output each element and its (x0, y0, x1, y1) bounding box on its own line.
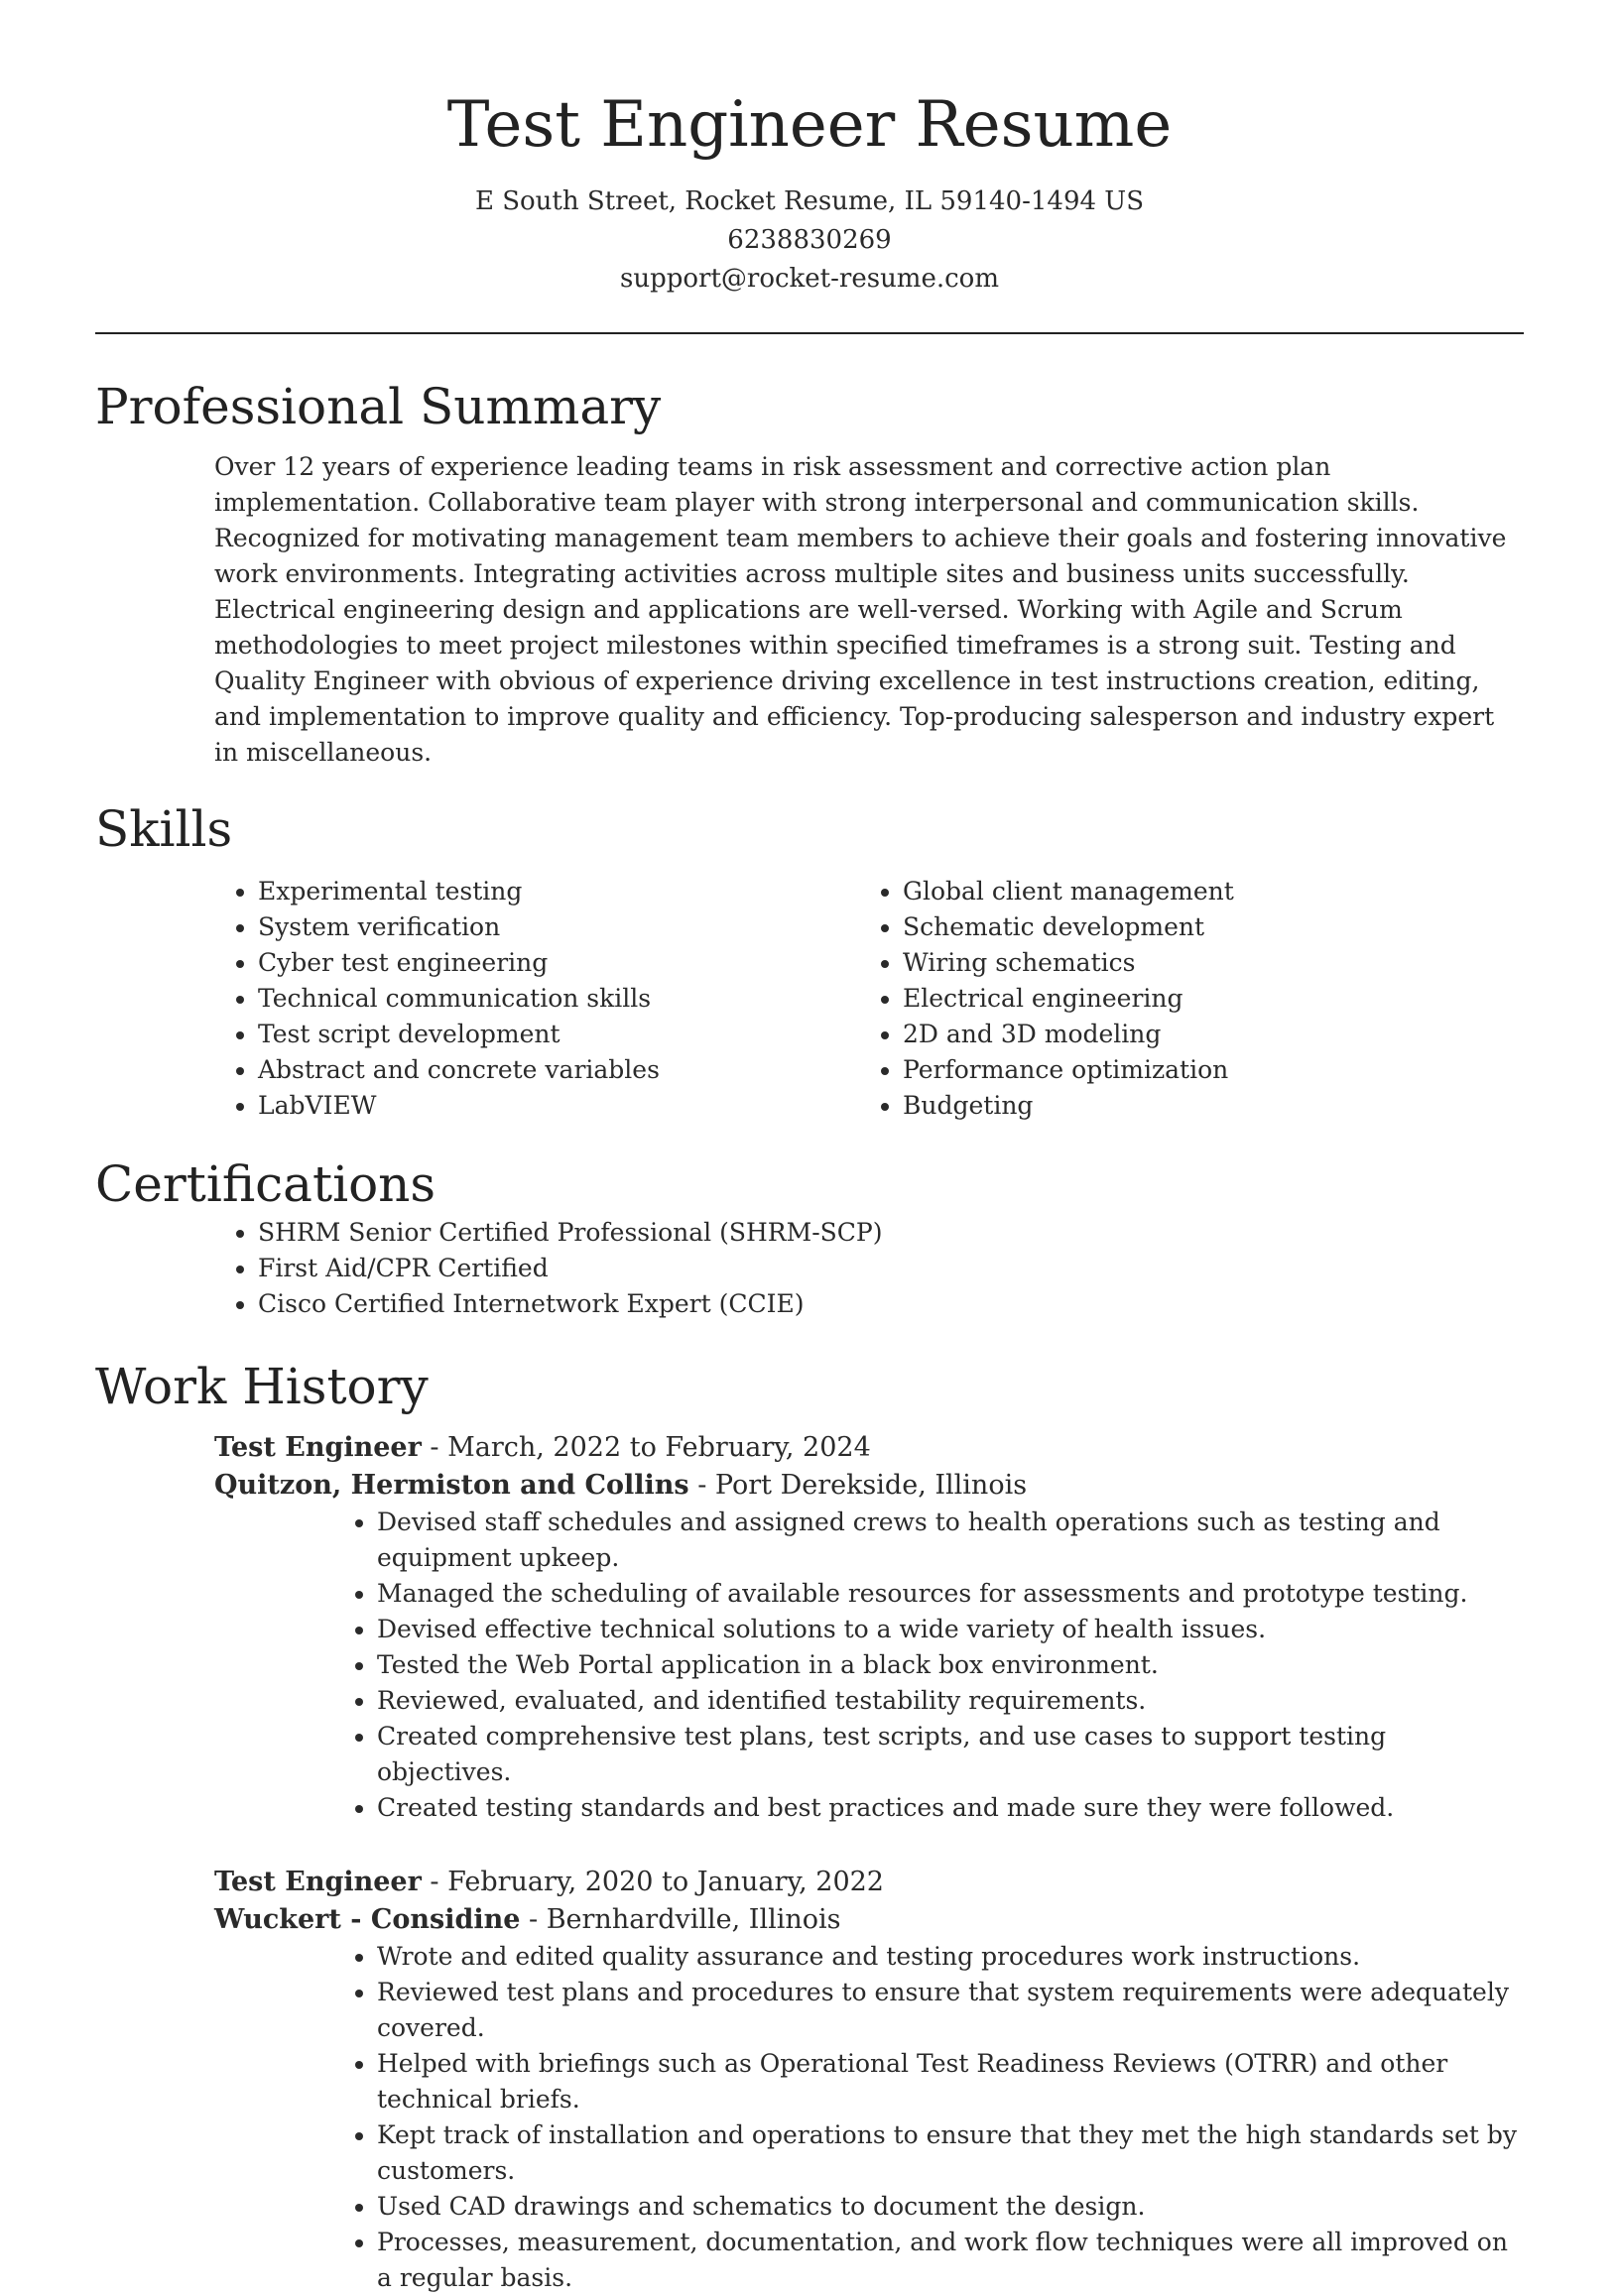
job-location: - Bernhardville, Illinois (520, 1904, 841, 1935)
skills-list-left (95, 874, 740, 1124)
certification-item: • SHRM Senior Certified Professional (SHRM-SCP) (258, 1215, 1524, 1251)
job-bullet: • Wrote and edited quality assurance and testing procedures work instructions. (377, 1939, 1524, 1975)
address-line: E South Street, Rocket Resume, IL 59140-1494 US (474, 186, 1145, 216)
company-name: Quitzon, Hermiston and Collins (214, 1470, 689, 1501)
resume-header (95, 0, 1524, 299)
job-bullet: • Tested the Web Portal application in a black box environment. (377, 1647, 1524, 1683)
skills-heading: Skills (95, 800, 233, 858)
certifications-heading: Certifications (95, 1155, 436, 1213)
phone-line: 6238830269 (727, 225, 892, 255)
job-bullet: • Reviewed, evaluated, and identified testability requirements. (377, 1683, 1524, 1719)
skill-item: • Wiring schematics (903, 945, 1385, 981)
skill-item: • Cyber test engineering (258, 945, 740, 981)
skills-column-right (740, 874, 1385, 1124)
skill-item: • Abstract and concrete variables (258, 1052, 740, 1088)
summary-heading: Professional Summary (95, 378, 662, 435)
skill-item: • Test script development (258, 1017, 740, 1052)
skill-item: • Technical communication skills (258, 981, 740, 1017)
summary-text: Over 12 years of experience leading teams in risk assessment and corrective action plan implementation. Collaborative team player with strong interpersonal and communication skills. Recognized for motivating management team members to achieve their goals and fostering innovative work environments. Integrating activities across multiple sites and business units successfully. Electrical engineering design and applications are well-versed. Working with Agile and Scrum methodologies to meet project milestones within specified timeframes is a strong suit. Testing and Quality Engineer with obvious of experience driving excellence in test instructions creation, editing, and implementation to improve quality and efficiency. Top-producing salesperson and industry expert in miscellaneous. (214, 452, 1507, 767)
job-dates: - February, 2020 to January, 2022 (421, 1867, 884, 1897)
skills-column-left (95, 874, 740, 1124)
email-line: support@rocket-resume.com (619, 264, 999, 294)
job-location: - Port Derekside, Illinois (688, 1470, 1028, 1501)
skills-grid (95, 874, 1524, 1124)
company-name: Wuckert - Considine (214, 1904, 521, 1935)
job-bullet: • Created testing standards and best practices and made sure they were followed. (377, 1790, 1524, 1826)
job-bullets (214, 1505, 1524, 1826)
job-title: Test Engineer (214, 1432, 422, 1463)
job-bullet: • Reviewed test plans and procedures to ensure that system requirements were adequately covered. (377, 1975, 1524, 2046)
job-bullet: • Used CAD drawings and schematics to document the design. (377, 2189, 1524, 2225)
skill-item: • Budgeting (903, 1088, 1385, 1124)
skill-item: • Experimental testing (258, 874, 740, 909)
skill-item: • System verification (258, 909, 740, 945)
certifications-list (95, 1215, 1524, 1322)
skill-item: • Schematic development (903, 909, 1385, 945)
certification-item: • First Aid/CPR Certified (258, 1251, 1524, 1286)
job-bullet: • Devised staff schedules and assigned crews to health operations such as testing and equipment upkeep. (377, 1505, 1524, 1576)
skill-item: • LabVIEW (258, 1088, 740, 1124)
job-company-line (214, 1901, 1524, 1939)
skill-item: • Performance optimization (903, 1052, 1385, 1088)
skill-item: • Global client management (903, 874, 1385, 909)
job-entry (214, 1864, 1524, 2296)
skills-list-right (740, 874, 1385, 1124)
job-company-line (214, 1467, 1524, 1505)
resume-page (95, 0, 1524, 2296)
header-divider (95, 332, 1524, 334)
job-bullet: • Managed the scheduling of available resources for assessments and prototype testing. (377, 1576, 1524, 1612)
certification-item: • Cisco Certified Internetwork Expert (CCIE) (258, 1286, 1524, 1322)
resume-title: Test Engineer Resume (446, 88, 1173, 162)
job-bullets (214, 1939, 1524, 2296)
job-title-line (214, 1864, 1524, 1901)
job-title-line (214, 1429, 1524, 1467)
job-dates: - March, 2022 to February, 2024 (421, 1432, 871, 1463)
job-bullet: • Devised effective technical solutions to a wide variety of health issues. (377, 1612, 1524, 1647)
skill-item: • Electrical engineering (903, 981, 1385, 1017)
job-bullet: • Kept track of installation and operations to ensure that they met the high standards set by customers. (377, 2117, 1524, 2189)
job-entry (214, 1429, 1524, 1826)
job-bullet: • Helped with briefings such as Operational Test Readiness Reviews (OTRR) and other technical briefs. (377, 2046, 1524, 2117)
job-bullet: • Created comprehensive test plans, test scripts, and use cases to support testing objectives. (377, 1719, 1524, 1790)
job-title: Test Engineer (214, 1867, 422, 1897)
skill-item: • 2D and 3D modeling (903, 1017, 1385, 1052)
work-history-heading: Work History (95, 1358, 429, 1415)
job-bullet: • Processes, measurement, documentation, and work flow techniques were all improved on a regular basis. (377, 2225, 1524, 2296)
